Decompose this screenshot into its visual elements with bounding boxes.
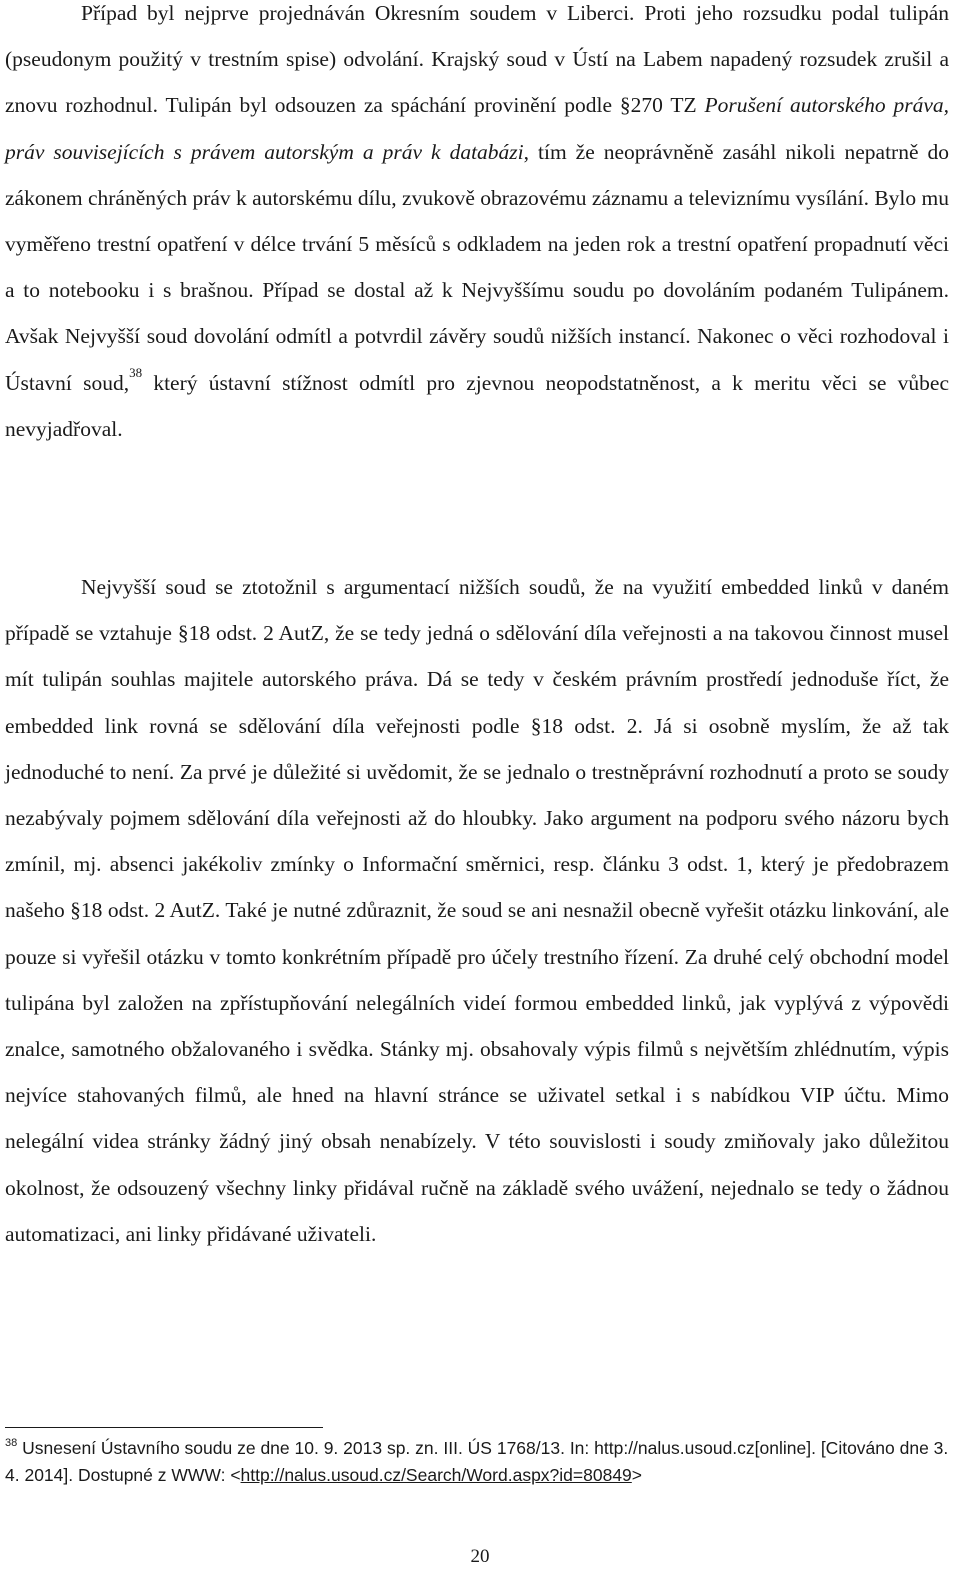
paragraph-1-text-b: , tím že neoprávněně zasáhl nikoli nepatrně do zákonem chráněných práv k autorskému dílu, zvukově obrazovému záznamu a televiznímu vysílání. Bylo mu vyměřeno trestní opatření v délce trvání 5 měsíců s odkladem na jeden rok a trestní opatření propadnutí věci a to notebooku i s brašnou. Případ se dostal až k Nejvyššímu soudu po dovoláním podaném Tulipánem. Avšak Nejvyšší soud dovolání odmítl a potvrdil závěry soudů nižších instancí. Nakonec o věci rozhodoval i Ústavní soud, (5, 139, 949, 395)
footnote-text-end: > (631, 1465, 643, 1485)
paragraph-1-offense-title: Porušení autorského práva, práv souvisejících s právem autorským a práv k databázi (5, 93, 949, 164)
footnote-text: Usnesení Ústavního soudu ze dne 10. 9. 2013 sp. zn. III. ÚS 1768/13. In: http://nalus.usoud.cz[online]. [Citováno dne 3. 4. 2014]. Dostupné z WWW: < (5, 1438, 949, 1485)
paragraph-2-text: Nejvyšší soud se ztotožnil s argumentací nižších soudů, že na využití embedded linků v daném případě se vztahuje §18 odst. 2 AutZ, že se tedy jedná o sdělování díla veřejnosti a na takovou činnost musel mít tulipán souhlas majitele autorského práva. Dá se tedy v českém právním prostředí jednoduše říct, že embedded link rovná se sdělování díla veřejnosti podle §18 odst. 2. Já si osobně myslím, že až tak jednoduché to není. Za prvé je důležité si uvědomit, že se jednalo o trestněprávní rozhodnutí a proto se soudy nezabývaly pojmem sdělování díla veřejnosti až do hloubky. Jako argument na podporu svého názoru bych zmínil, mj. absenci jakékoliv zmínky o Informační směrnici, resp. článku 3 odst. 1, který je předobrazem našeho §18 odst. 2 AutZ. Také je nutné zdůraznit, že soud se ani nesnažil obecně vyřešit otázku linkování, ale pouze si vyřešil otázku v tomto konkrétním případě pro účely trestního řízení. Za druhé celý obchodní model tulipána byl založen na zpřístupňování nelegálních videí formou embedded linků, jak vyplývá z výpovědi znalce, samotného obžalovaného i svědka. Stánky mj. obsahovaly výpis filmů s největším zhlédnutím, výpis nejvíce stahovaných filmů, ale hned na hlavní stránce se uživatel setkal i s nabídkou VIP účtu. Mimo nelegální videa stránky žádný jiný obsah nenabízely. V této souvislosti i soudy zmiňovaly jako důležitou okolnost, že odsouzený všechny linky přidával ručně na základě svého uvážení, nejednalo se tedy o žádnou automatizaci, ani linky přidávané uživateli. (5, 575, 949, 1246)
footnote-separator (5, 1427, 323, 1428)
footnote-number: 38 (5, 1437, 18, 1449)
footnote-link[interactable]: http://nalus.usoud.cz/Search/Word.aspx?id=80849 (240, 1465, 632, 1485)
paragraph-1-text-a: Případ byl nejprve projednáván Okresním soudem v Liberci. Proti jeho rozsudku podal tulipán (pseudonym použitý v trestním spise) odvolání. Krajský soud v Ústí na Labem napadený rozsudek zrušil a znovu rozhodnul. Tulipán byl odsouzen za spáchání provinění podle §270 TZ (5, 1, 949, 118)
footnote (5, 1435, 949, 1489)
body-paragraph-2 (5, 564, 949, 1257)
page-number: 20 (470, 1546, 490, 1567)
footnote-reference[interactable]: 38 (129, 364, 143, 380)
body-paragraph-1 (5, 0, 949, 452)
paragraph-1-text-c: který ústavní stížnost odmítl pro zjevnou neopodstatněnost, a k meritu věci se vůbec nevyjadřoval. (5, 370, 950, 441)
